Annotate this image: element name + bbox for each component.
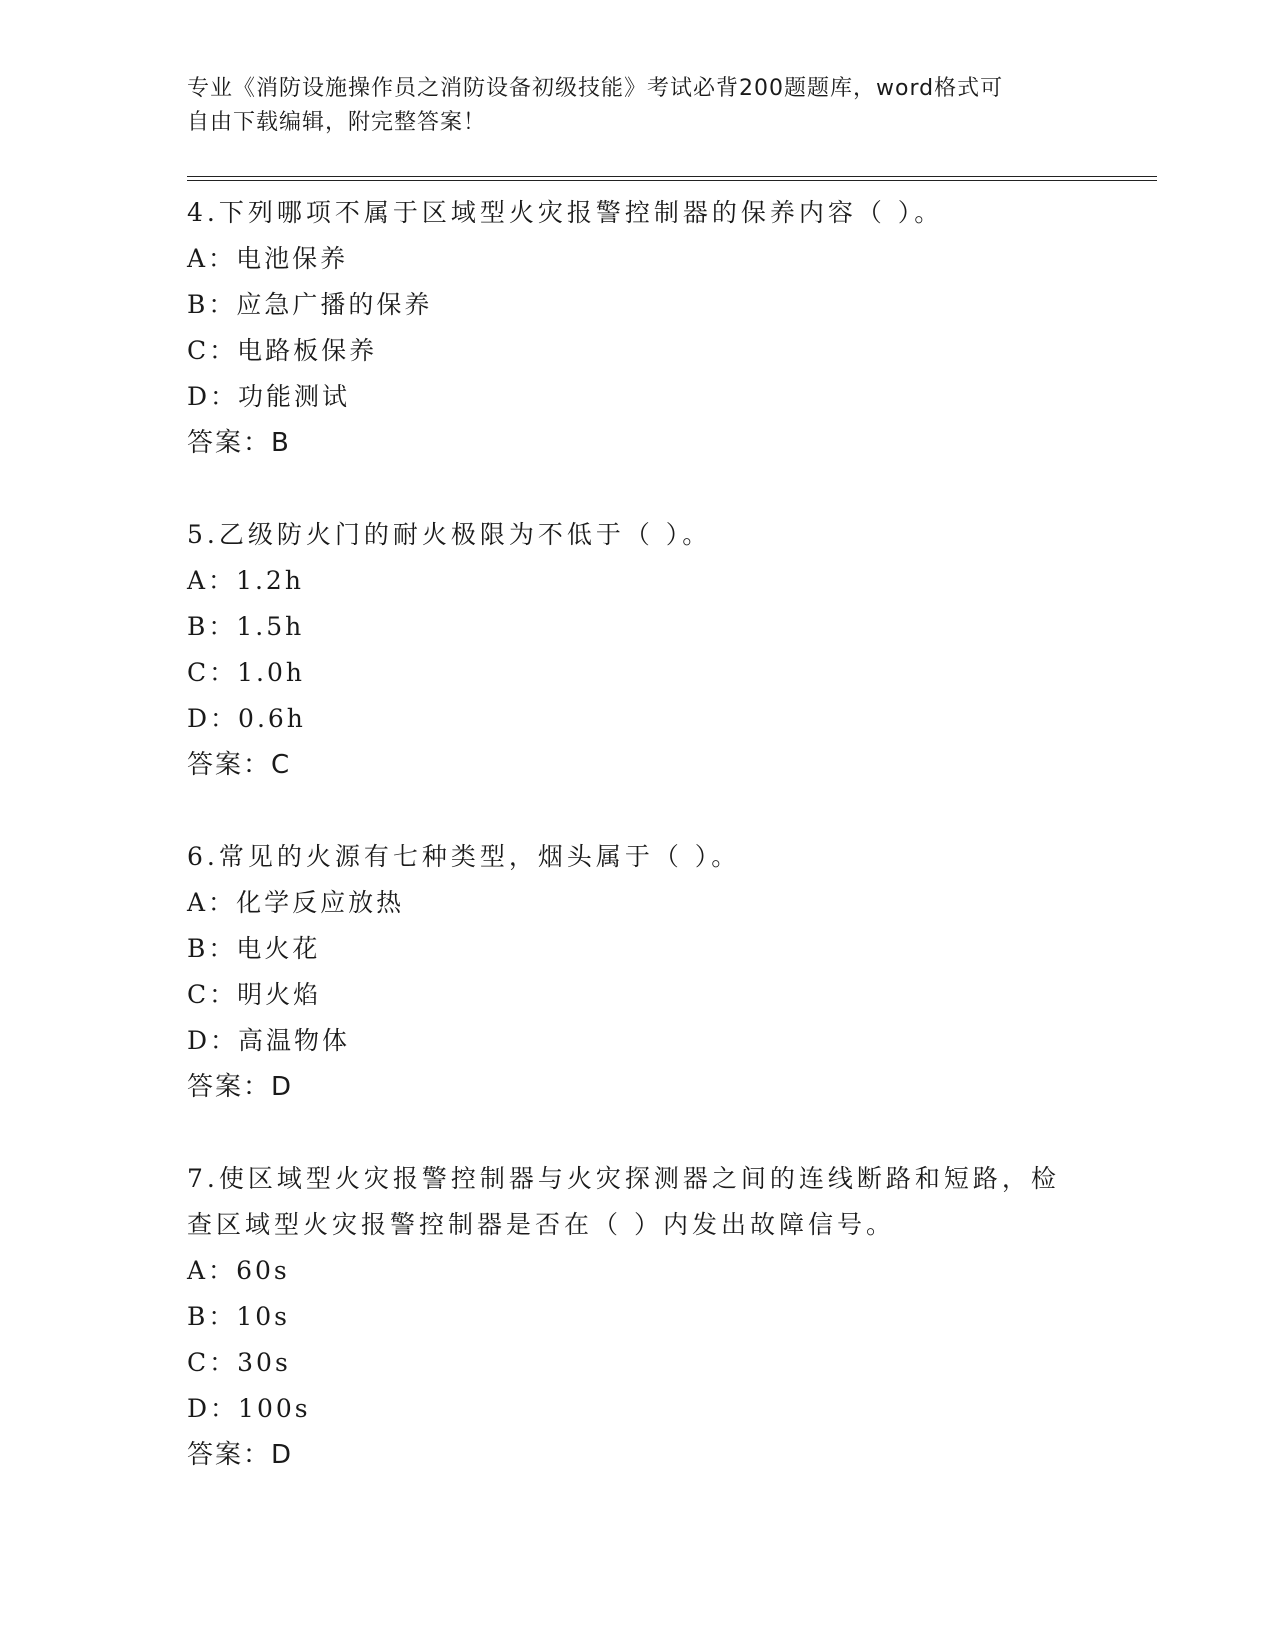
option-key: A：	[187, 566, 237, 595]
option-d	[187, 374, 1087, 420]
option-key: B：	[187, 612, 237, 641]
question-text: 7.使区域型火灾报警控制器与火灾探测器之间的连线断路和短路，检查区域型火灾报警控制器是否在（ ）内发出故障信号。	[187, 1164, 1060, 1239]
option-text: 电火花	[236, 934, 321, 963]
document-header	[187, 72, 1087, 140]
question-item	[187, 1156, 1087, 1478]
answer-line: 答案：D	[187, 1072, 294, 1102]
header-line-1: 专业《消防设施操作员之消防设备初级技能》考试必背200题题库，word格式可	[187, 76, 1004, 101]
option-b	[187, 926, 1087, 972]
option-key: A：	[187, 1256, 237, 1285]
question-item	[187, 834, 1087, 1110]
question-item	[187, 512, 1087, 788]
header-divider	[187, 176, 1157, 181]
question-text: 6.常见的火源有七种类型，烟头属于（ ）。	[187, 842, 741, 871]
option-text: 1.2h	[236, 566, 304, 595]
option-key: D：	[187, 382, 239, 411]
option-key: D：	[187, 704, 239, 733]
option-key: C：	[187, 658, 238, 687]
option-c	[187, 650, 1087, 696]
option-key: C：	[187, 336, 238, 365]
divider-line-top	[187, 176, 1157, 177]
answer-line: 答案：C	[187, 750, 292, 780]
option-text: 高温物体	[238, 1026, 351, 1055]
option-text: 应急广播的保养	[236, 290, 433, 319]
option-text: 电路板保养	[237, 336, 378, 365]
option-key: D：	[187, 1394, 239, 1423]
option-c	[187, 972, 1087, 1018]
question-item	[187, 190, 1087, 466]
option-a	[187, 236, 1087, 282]
option-key: B：	[187, 290, 237, 319]
option-text: 化学反应放热	[236, 888, 405, 917]
option-d	[187, 696, 1087, 742]
option-c	[187, 328, 1087, 374]
answer-line: 答案：B	[187, 428, 291, 458]
option-a	[187, 558, 1087, 604]
option-key: C：	[187, 1348, 238, 1377]
question-text: 4.下列哪项不属于区域型火灾报警控制器的保养内容（ ）。	[187, 198, 944, 227]
option-key: A：	[187, 244, 237, 273]
option-text: 明火焰	[237, 980, 322, 1009]
option-text: 100s	[238, 1394, 311, 1423]
divider-line-bottom	[187, 180, 1157, 181]
option-key: C：	[187, 980, 238, 1009]
option-text: 60s	[236, 1256, 290, 1285]
option-text: 30s	[237, 1348, 291, 1377]
header-line-2: 自由下载编辑，附完整答案！	[187, 110, 487, 135]
answer-line: 答案：D	[187, 1440, 294, 1470]
option-d	[187, 1018, 1087, 1064]
option-text: 1.5h	[236, 612, 305, 641]
question-list	[187, 190, 1087, 1524]
option-d	[187, 1386, 1087, 1432]
option-key: D：	[187, 1026, 239, 1055]
option-key: A：	[187, 888, 237, 917]
option-key: B：	[187, 1302, 237, 1331]
option-text: 电池保养	[236, 244, 349, 273]
option-a	[187, 1248, 1087, 1294]
option-text: 0.6h	[238, 704, 306, 733]
option-a	[187, 880, 1087, 926]
option-b	[187, 604, 1087, 650]
question-text: 5.乙级防火门的耐火极限为不低于（ ）。	[187, 520, 712, 549]
option-b	[187, 282, 1087, 328]
option-text: 10s	[236, 1302, 291, 1331]
option-text: 1.0h	[237, 658, 305, 687]
option-b	[187, 1294, 1087, 1340]
option-key: B：	[187, 934, 237, 963]
option-c	[187, 1340, 1087, 1386]
option-text: 功能测试	[238, 382, 351, 411]
